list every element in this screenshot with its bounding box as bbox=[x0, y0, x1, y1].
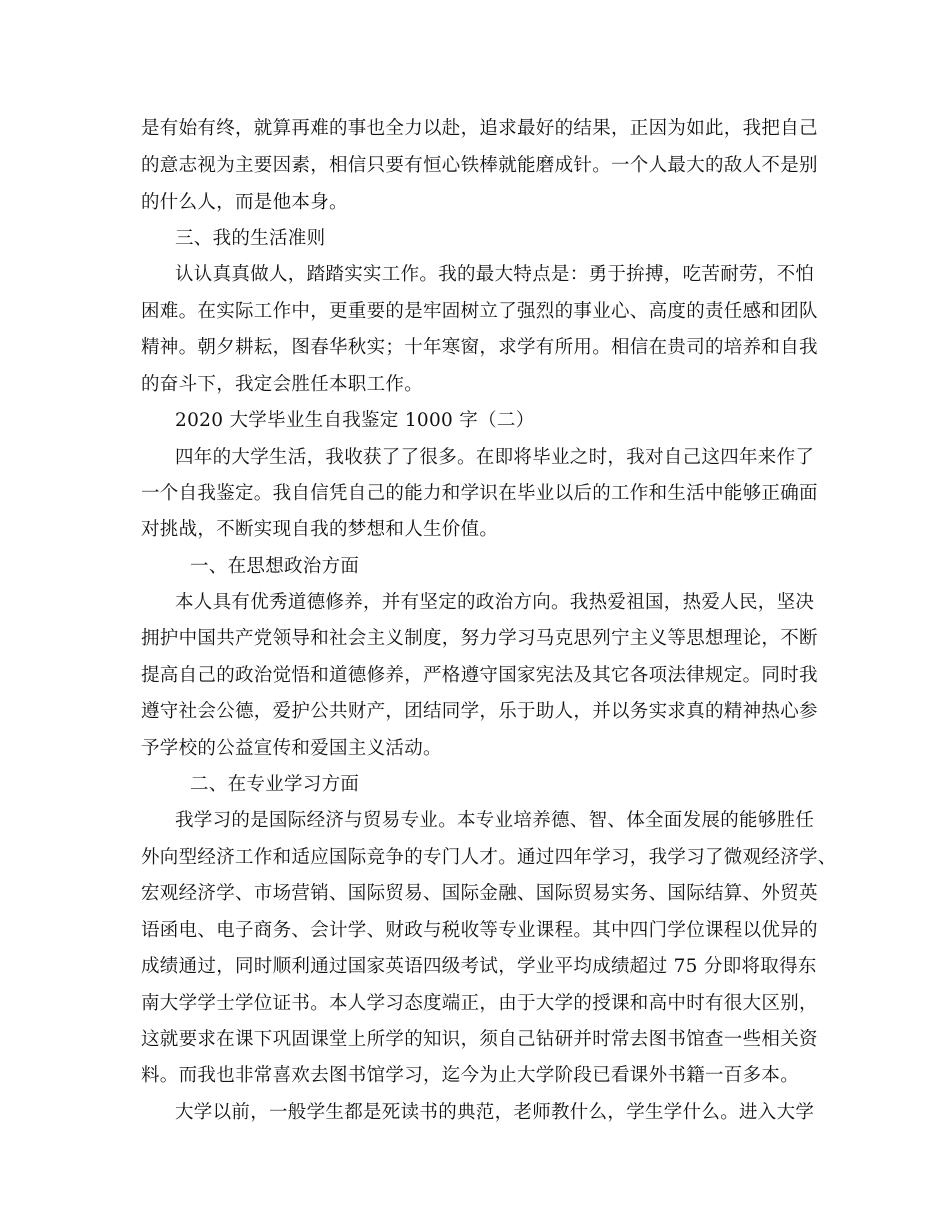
text-line: 这就要求在课下巩固课堂上所学的知识，须自己钻研并时常去图书馆查一些相关资 bbox=[141, 1029, 818, 1050]
text-line: 的奋斗下，我定会胜任本职工作。 bbox=[141, 374, 424, 395]
section-heading: 一、在思想政治方面 bbox=[190, 556, 360, 577]
text-line: 的什么人，而是他本身。 bbox=[141, 192, 348, 213]
section-heading: 三、我的生活准则 bbox=[175, 228, 326, 249]
text-line: 遵守社会公德，爱护公共财产，团结同学，乐于助人，并以务实求真的精神热心参 bbox=[141, 701, 818, 722]
text-line: 大学以前，一般学生都是死读书的典范，老师教什么，学生学什么。进入大学 bbox=[175, 1102, 815, 1123]
text-line: 对挑战，不断实现自我的梦想和人生价值。 bbox=[141, 519, 499, 540]
text-line: 提高自己的政治觉悟和道德修养，严格遵守国家宪法及其它各项法律规定。同时我 bbox=[141, 665, 818, 686]
text-line: 成绩通过，同时顺利通过国家英语四级考试，学业平均成绩超过 75 分即将取得东 bbox=[141, 956, 817, 977]
text-line: 我学习的是国际经济与贸易专业。本专业培养德、智、体全面发展的能够胜任 bbox=[175, 810, 815, 831]
text-line: 一个自我鉴定。我自信凭自己的能力和学识在毕业以后的工作和生活中能够正确面 bbox=[141, 483, 818, 504]
text-line: 本人具有优秀道德修养，并有坚定的政治方向。我热爱祖国，热爱人民，坚决 bbox=[175, 592, 815, 613]
section-title: 2020 大学毕业生自我鉴定 1000 字（二） bbox=[175, 410, 535, 431]
section-heading: 二、在专业学习方面 bbox=[190, 774, 360, 795]
text-line: 精神。朝夕耕耘，图春华秋实；十年寒窗，求学有所用。相信在贵司的培养和自我 bbox=[141, 337, 818, 358]
text-line: 困难。在实际工作中，更重要的是牢固树立了强烈的事业心、高度的责任感和团队 bbox=[141, 301, 818, 322]
text-line: 的意志视为主要因素，相信只要有恒心铁棒就能磨成针。一个人最大的敌人不是别 bbox=[141, 155, 818, 176]
text-line: 认认真真做人，踏踏实实工作。我的最大特点是：勇于拚搏，吃苦耐劳，不怕 bbox=[175, 264, 815, 285]
text-line: 料。而我也非常喜欢去图书馆学习，迄今为止大学阶段已看课外书籍一百多本。 bbox=[141, 1065, 800, 1086]
text-line: 南大学学士学位证书。本人学习态度端正，由于大学的授课和高中时有很大区别， bbox=[141, 993, 818, 1014]
text-line: 外向型经济工作和适应国际竞争的专门人才。通过四年学习，我学习了微观经济学、 bbox=[141, 847, 837, 868]
text-line: 拥护中国共产党领导和社会主义制度，努力学习马克思列宁主义等思想理论，不断 bbox=[141, 628, 818, 649]
text-line: 宏观经济学、市场营销、国际贸易、国际金融、国际贸易实务、国际结算、外贸英 bbox=[141, 883, 818, 904]
text-line: 予学校的公益宣传和爱国主义活动。 bbox=[141, 738, 442, 759]
text-line: 四年的大学生活，我收获了了很多。在即将毕业之时，我对自己这四年来作了 bbox=[175, 447, 815, 468]
text-line: 是有始有终，就算再难的事也全力以赴，追求最好的结果，正因为如此，我把自己 bbox=[141, 118, 818, 139]
text-line: 语函电、电子商务、会计学、财政与税收等专业课程。其中四门学位课程以优异的 bbox=[141, 920, 818, 941]
